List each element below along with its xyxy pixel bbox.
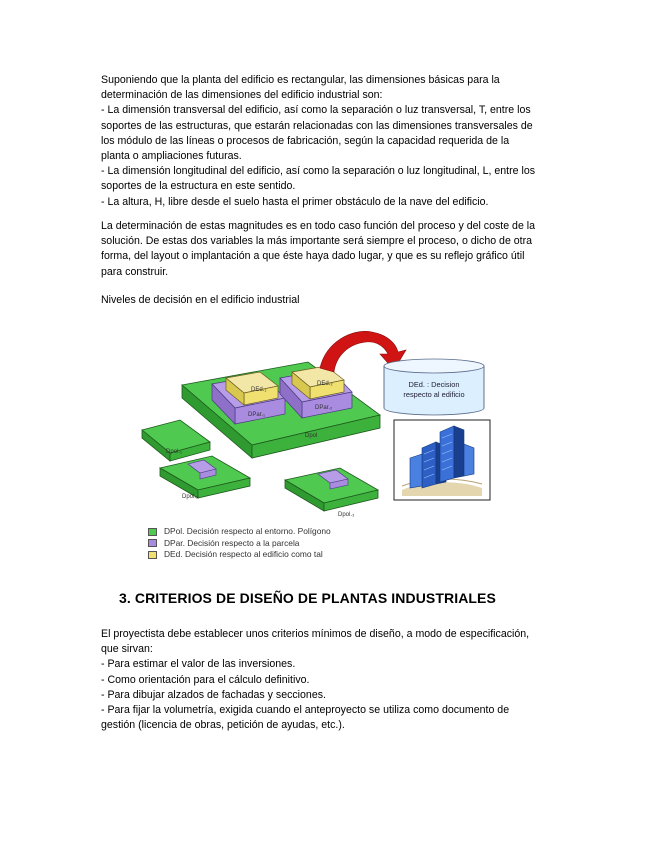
purple-swatch-icon bbox=[148, 539, 157, 547]
text-line: que sirvan: bbox=[101, 643, 153, 656]
text-line: los módulo de las líneas o procesos de fabricación, según la capacidad requerida de la bbox=[101, 134, 510, 147]
cylinder-label-line2: respecto al edificio bbox=[403, 390, 465, 399]
legend-item-ded bbox=[148, 549, 331, 561]
text-line: soportes de las estructuras, que estarán relacionadas con las dimensiones transversales de bbox=[101, 119, 533, 132]
dpol2-platform bbox=[160, 456, 250, 498]
text-line: gestión (licencia de obras, petición de ayudas, etc.). bbox=[101, 719, 345, 732]
legend-item-dpol bbox=[148, 526, 331, 538]
levels-title: Niveles de decisión en el edificio industrial bbox=[101, 294, 300, 306]
intro-paragraph bbox=[101, 73, 561, 210]
figure-legend bbox=[148, 526, 331, 561]
section3-paragraph bbox=[101, 627, 561, 733]
dpol2-label: Dpol.₂ bbox=[182, 494, 199, 500]
text-line: - Para fijar la volumetría, exigida cuando el anteproyecto se utiliza como documento de bbox=[101, 704, 510, 717]
ded1-label: DEd.₁ bbox=[251, 387, 267, 393]
legend-text: DPol. Decisión respecto al entorno. Polígono bbox=[164, 526, 331, 536]
office-building-image bbox=[394, 420, 490, 500]
text-line: - La altura, H, libre desde el suelo hasta el primer obstáculo de la nave del edificio. bbox=[101, 195, 489, 208]
text-line: - La dimensión longitudinal del edificio, así como la separación o luz longitudinal, L, entre los bbox=[101, 165, 536, 178]
dpol-label: Dpol bbox=[305, 433, 318, 439]
text-line: - Como orientación para el cálculo definitivo. bbox=[101, 673, 310, 686]
yellow-swatch-icon bbox=[148, 551, 157, 559]
green-swatch-icon bbox=[148, 528, 157, 536]
text-line: planta o ampliaciones futuras. bbox=[101, 150, 242, 163]
determination-paragraph bbox=[101, 219, 561, 280]
ded2-label: DEd.₂ bbox=[317, 381, 333, 387]
dpol3-platform bbox=[285, 468, 378, 511]
legend-text: DPar. Decisión respecto a la parcela bbox=[164, 537, 300, 548]
legend-item-dpar bbox=[148, 538, 331, 550]
text-line: - Para dibujar alzados de fachadas y secciones. bbox=[101, 688, 326, 701]
dpol3-label: Dpol.₃ bbox=[338, 512, 355, 518]
text-line: para construir. bbox=[101, 265, 169, 278]
cylinder-label-line1: DEd. : Decision bbox=[408, 380, 460, 389]
text-line: Suponiendo que la planta del edificio es rectangular, las dimensiones básicas para la bbox=[101, 74, 500, 86]
dpar2-label: DPar.₂ bbox=[315, 405, 333, 411]
text-line: El proyectista debe establecer unos criterios mínimos de diseño, a modo de especificación, bbox=[101, 628, 530, 640]
text-line: forma, del layout o implantación a que éste haya dado lugar, y que es su reflejo gráfico útil bbox=[101, 250, 525, 263]
legend-text: DEd. Decisión respecto al edificio como tal bbox=[164, 549, 323, 559]
dpol1-label: Dpol.₁ bbox=[166, 449, 183, 455]
text-line: solución. De estas dos variables la más importante será siempre el proceso, o dicho de otra bbox=[101, 235, 533, 248]
dpar1-label: DPar.₁ bbox=[248, 412, 266, 418]
text-line: soportes de la estructura en este sentido. bbox=[101, 180, 296, 193]
text-line: - La dimensión transversal del edificio, así como la separación o luz transversal, T, entre los bbox=[101, 104, 531, 117]
text-line: La determinación de estas magnitudes es en todo caso función del proceso y del coste de la bbox=[101, 220, 536, 232]
section-heading: 3. CRITERIOS DE DISEÑO DE PLANTAS INDUSTRIALES bbox=[119, 590, 496, 606]
text-line: - Para estimar el valor de las inversiones. bbox=[101, 658, 296, 671]
text-line: determinación de las dimensiones del edificio industrial son: bbox=[101, 89, 383, 102]
